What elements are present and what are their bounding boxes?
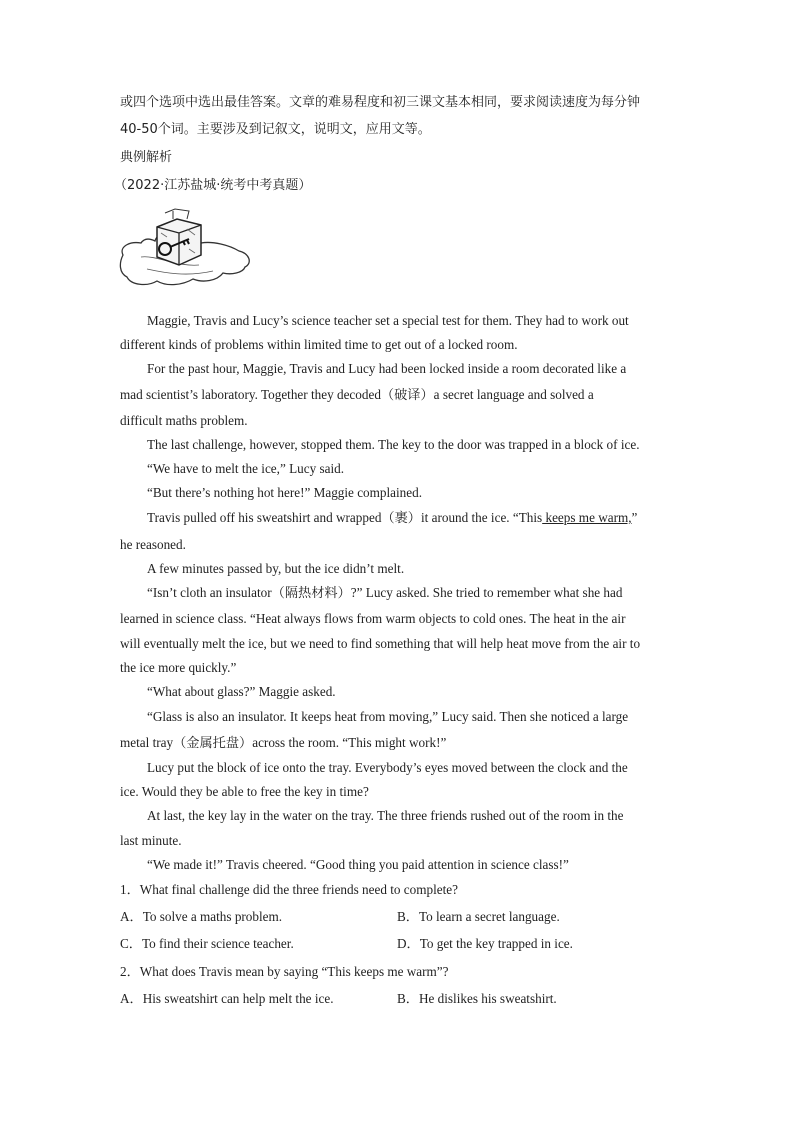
passage-p10-line1: “Glass is also an insulator. It keeps heat from moving,” Lucy said. Then she noticed a large (147, 709, 629, 724)
passage-p1-line2: different kinds of problems within limited time to get out of a locked room. (120, 337, 518, 352)
question-2-option-a: A．His sweatshirt can help melt the ice. (120, 991, 334, 1006)
passage-p12-line1: At last, the key lay in the water on the tray. The three friends rushed out of the room in the (147, 808, 624, 823)
passage-p6-line2: he reasoned. (120, 537, 186, 552)
question-2-option-b: B．He dislikes his sweatshirt. (397, 991, 557, 1006)
passage-p8-line4: the ice more quickly.” (120, 660, 237, 675)
underlined-quote: keeps me warm, (542, 510, 632, 525)
intro-line-2: 40-50个词。主要涉及到记叙文，说明文，应用文等。 (120, 122, 431, 137)
section-heading: 典例解析 (120, 150, 173, 165)
source-label: （2022·江苏盐城·统考中考真题） (114, 178, 312, 193)
question-1-option-a: A．To solve a maths problem. (120, 909, 283, 924)
passage-p4: “We have to melt the ice,” Lucy said. (147, 461, 345, 476)
passage-p2-line3: difficult maths problem. (120, 413, 248, 428)
passage-p2-line1: For the past hour, Maggie, Travis and Lucy had been locked inside a room decorated like a (147, 361, 627, 376)
passage-p11-line2: ice. Would they be able to free the key in time? (120, 784, 369, 799)
passage-p6-text-b: ” (631, 510, 638, 525)
question-1-option-b: B．To learn a secret language. (397, 909, 560, 924)
passage-p11-line1: Lucy put the block of ice onto the tray. Everybody’s eyes moved between the clock and the (147, 760, 628, 775)
question-1-stem: 1．What final challenge did the three friends need to complete? (120, 882, 458, 897)
passage-p6-text-a: Travis pulled off his sweatshirt and wrapped（裹）it around the ice. “This (147, 510, 543, 525)
question-1-option-c: C．To find their science teacher. (120, 936, 294, 951)
intro-line-1: 或四个选项中选出最佳答案。文章的难易程度和初三课文基本相同，要求阅读速度为每分钟 (120, 95, 641, 110)
passage-p8-line1: “Isn’t cloth an insulator（隔热材料）?” Lucy asked. She tried to remember what she had (147, 585, 623, 600)
passage-p10-line2: metal tray（金属托盘）across the room. “This might work!” (120, 735, 447, 750)
question-1-option-d: D．To get the key trapped in ice. (397, 936, 573, 951)
passage-p8-line3: will eventually melt the ice, but we need to find something that will help heat move from the air to (120, 636, 641, 651)
passage-p8-line2: learned in science class. “Heat always flows from warm objects to cold ones. The heat in the air (120, 611, 626, 626)
passage-p2-line2: mad scientist’s laboratory. Together they decoded（破译）a secret language and solved a (120, 387, 594, 402)
passage-p13: “We made it!” Travis cheered. “Good thing you paid attention in science class!” (147, 857, 569, 872)
question-2-stem: 2．What does Travis mean by saying “This keeps me warm”? (120, 964, 449, 979)
passage-p9: “What about glass?” Maggie asked. (147, 684, 336, 699)
passage-p5: “But there’s nothing hot here!” Maggie complained. (147, 485, 423, 500)
passage-p12-line2: last minute. (120, 833, 182, 848)
passage-p1-line1: Maggie, Travis and Lucy’s science teacher set a special test for them. They had to work out (147, 313, 629, 328)
passage-p3: The last challenge, however, stopped them. The key to the door was trapped in a block of ice. (147, 437, 640, 452)
key-in-ice-illustration (117, 207, 255, 300)
passage-p6-line1 (147, 508, 637, 528)
passage-p7: A few minutes passed by, but the ice didn’t melt. (147, 561, 405, 576)
